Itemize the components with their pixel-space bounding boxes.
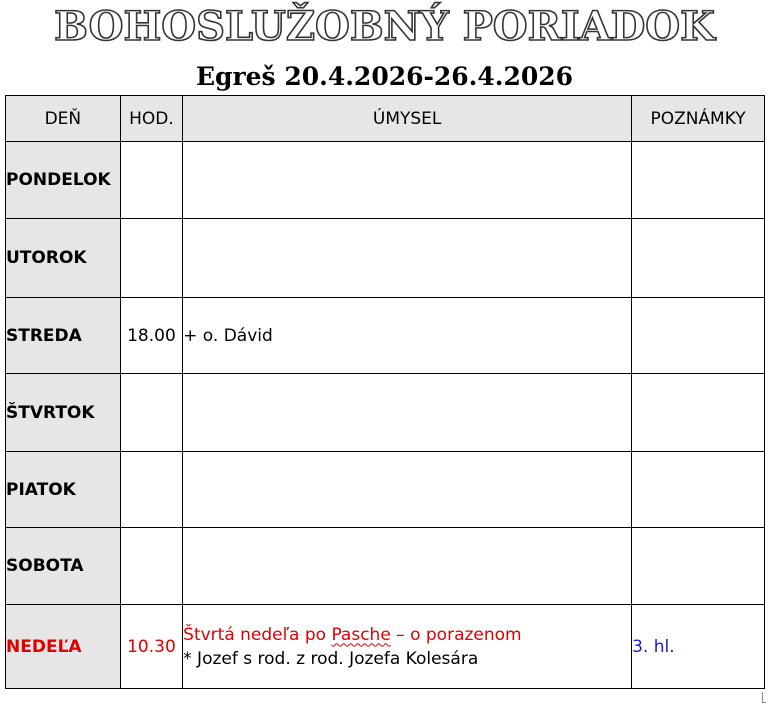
day-cell: PIATOK [6, 452, 121, 528]
day-cell: SOBOTA [6, 528, 121, 605]
hour-cell [120, 528, 182, 605]
column-header-notes: POZNÁMKY [632, 96, 765, 142]
table-row [6, 528, 765, 605]
notes-cell [632, 528, 765, 605]
notes-cell [632, 374, 765, 452]
hour-cell: 18.00 [120, 298, 182, 374]
notes-cell [632, 452, 765, 528]
table-row [6, 452, 765, 528]
intention-cell [183, 452, 632, 528]
table-row [6, 298, 765, 374]
intention-text: – o porazenom [390, 624, 522, 645]
page-corner-mark [762, 692, 766, 703]
day-cell: UTOROK [6, 219, 121, 298]
table-row [6, 374, 765, 452]
intention-text: Štvrtá nedeľa po [183, 624, 332, 645]
column-header-intention: ÚMYSEL [183, 96, 632, 142]
spellcheck-word: Pasche [331, 624, 391, 645]
table-row [6, 219, 765, 298]
schedule-table [5, 95, 765, 689]
day-cell: PONDELOK [6, 142, 121, 219]
table-row [6, 142, 765, 219]
day-cell: NEDEĽA [6, 605, 121, 689]
hour-cell: 10.30 [120, 605, 182, 689]
intention-cell [183, 142, 632, 219]
notes-cell [632, 298, 765, 374]
notes-cell [632, 142, 765, 219]
intention-cell [183, 605, 632, 689]
day-cell: STREDA [6, 298, 121, 374]
notes-cell: 3. hl. [632, 605, 765, 689]
intention-cell [183, 528, 632, 605]
column-header-hour: HOD. [120, 96, 182, 142]
column-header-day: DEŇ [6, 96, 121, 142]
intention-cell: + o. Dávid [183, 298, 632, 374]
intention-line-2: * Jozef s rod. z rod. Jozefa Kolesára [183, 648, 479, 669]
table-header-row [6, 96, 765, 142]
date-range-subtitle: Egreš 20.4.2026-26.4.2026 [195, 62, 574, 91]
intention-line-1 [183, 623, 631, 647]
page-title: BOHOSLUŽOBNÝ PORIADOK [54, 3, 715, 50]
table-row [6, 605, 765, 689]
hour-cell [120, 374, 182, 452]
hour-cell [120, 219, 182, 298]
intention-cell [183, 219, 632, 298]
hour-cell [120, 452, 182, 528]
intention-cell [183, 374, 632, 452]
day-cell: ŠTVRTOK [6, 374, 121, 452]
hour-cell [120, 142, 182, 219]
notes-cell [632, 219, 765, 298]
